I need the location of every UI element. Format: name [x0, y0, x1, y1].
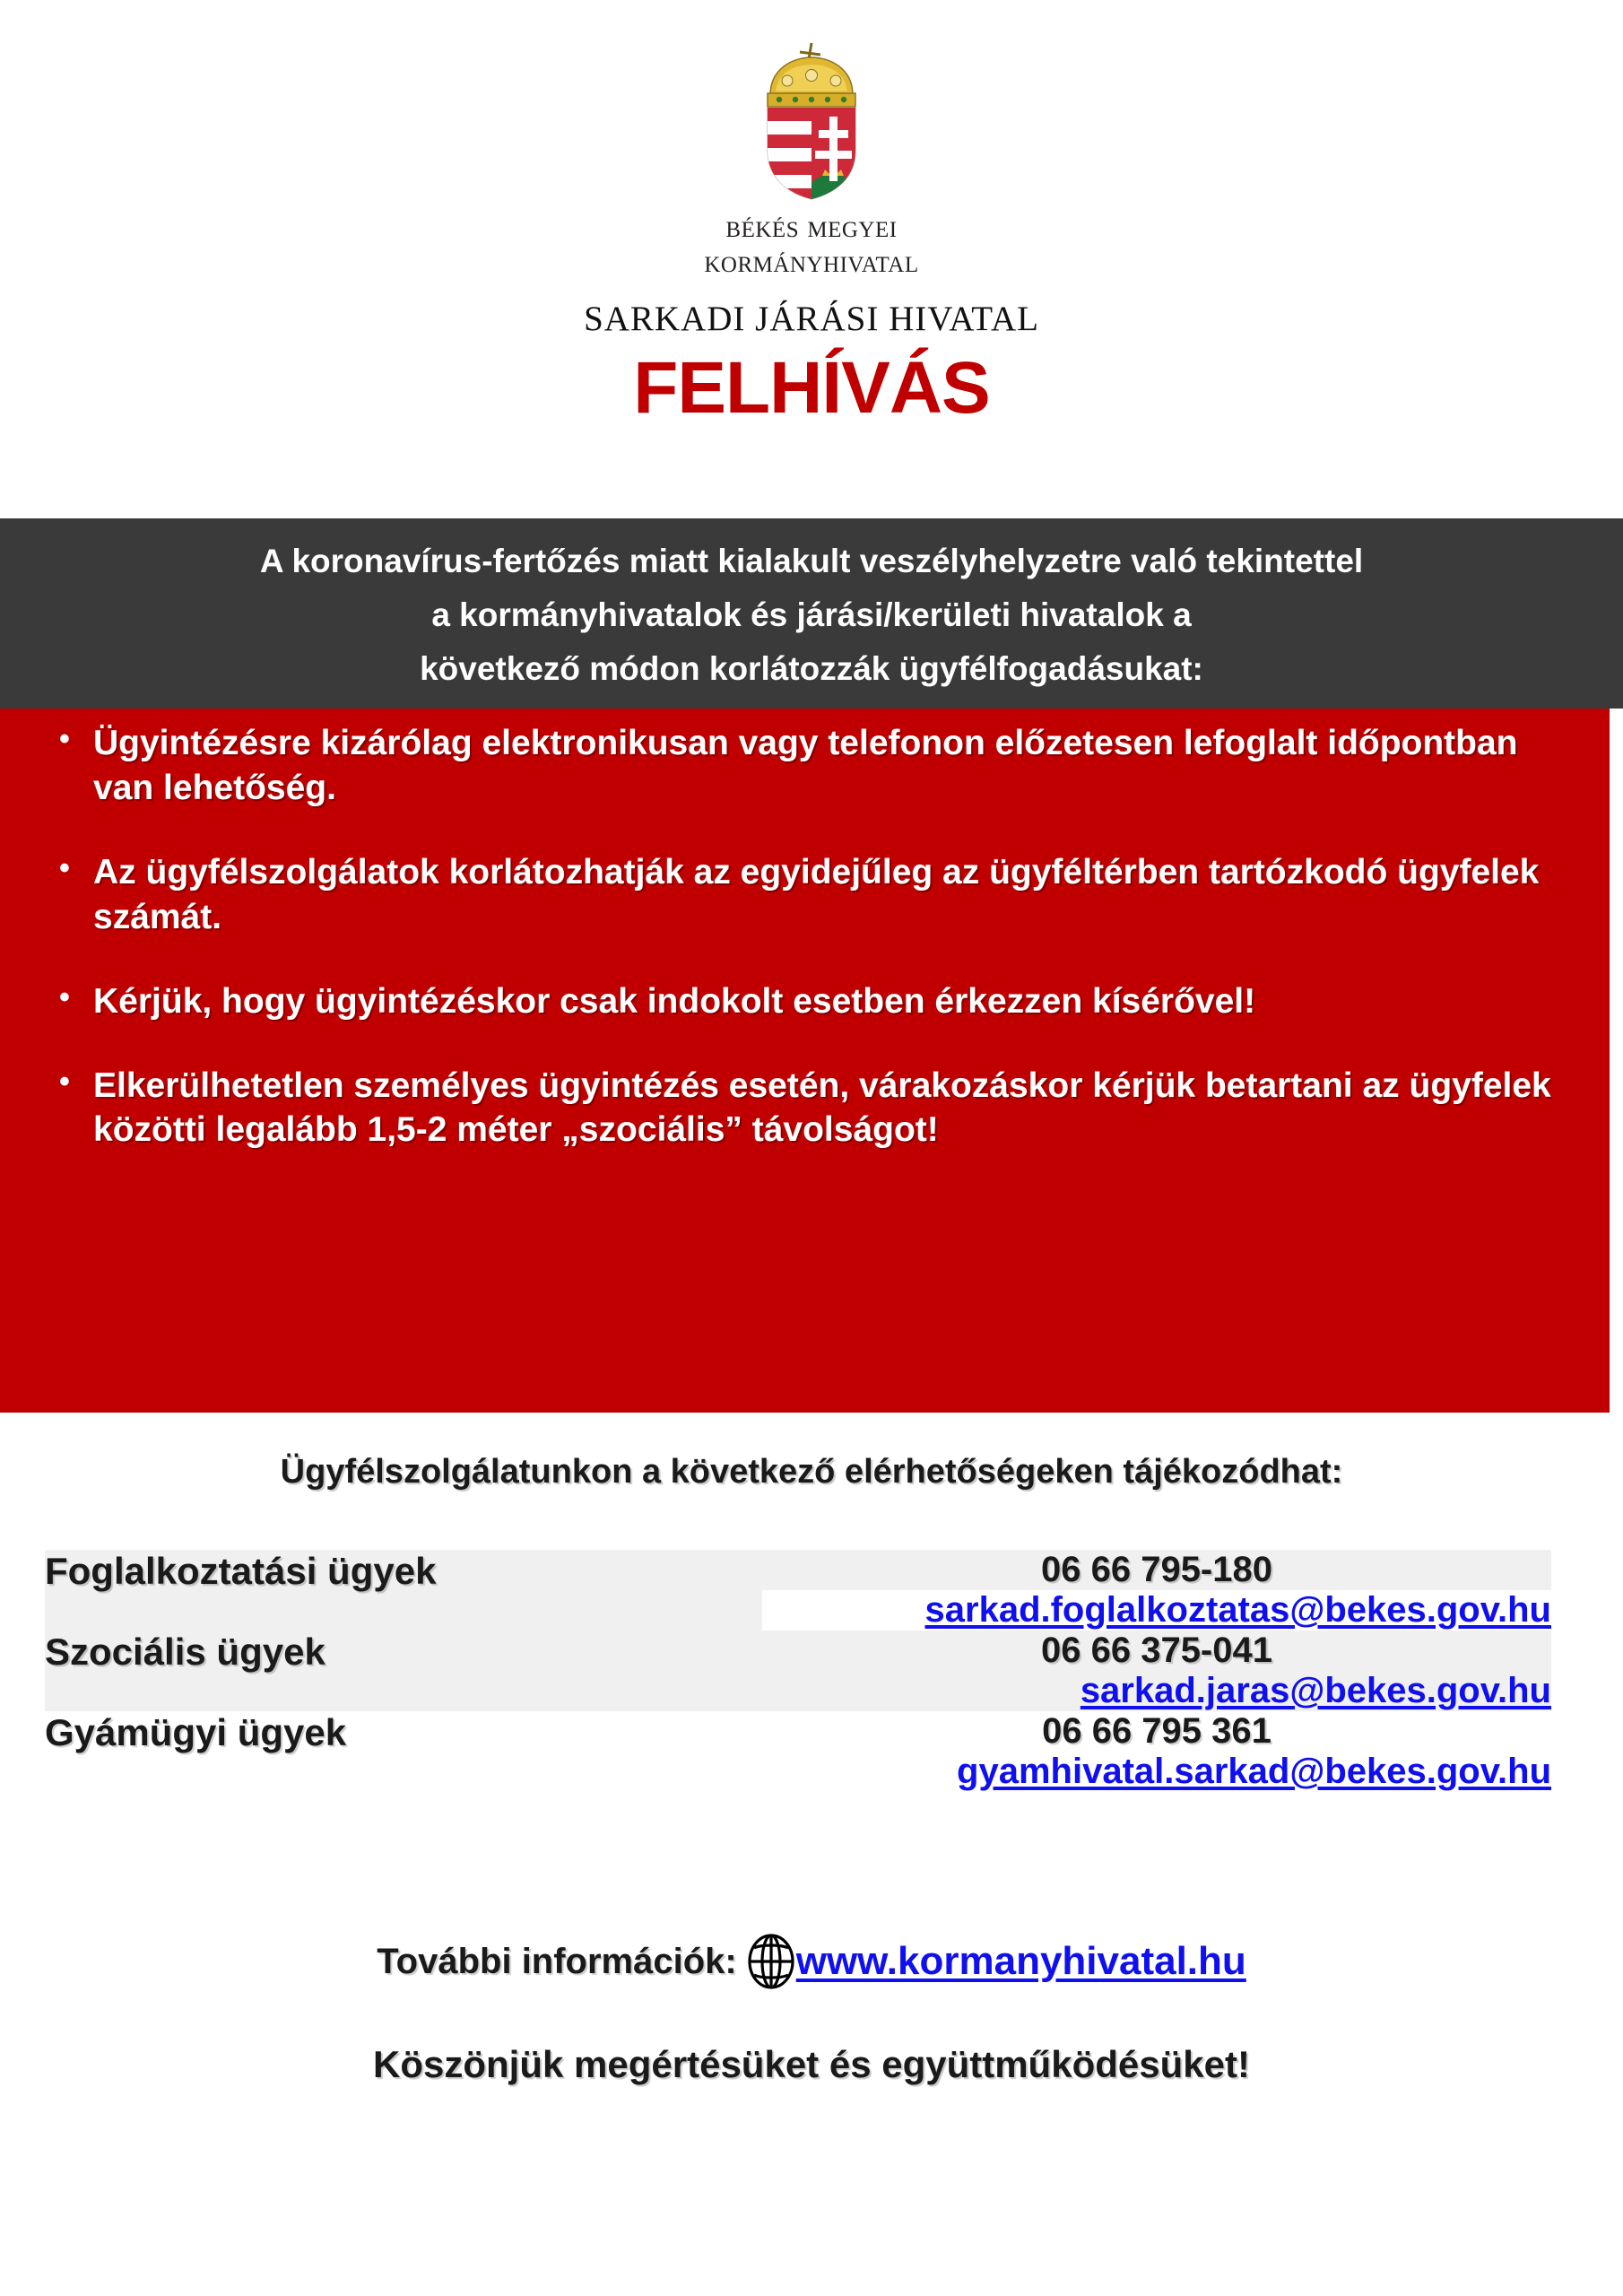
- measures-band: [0, 709, 1610, 1413]
- contact-phone: 06 66 795-180: [1040, 1550, 1272, 1589]
- logo-wordmark: [704, 210, 918, 279]
- contact-email-link[interactable]: sarkad.foglalkoztatas@bekes.gov.hu: [924, 1590, 1551, 1630]
- contact-phone: 06 66 375-041: [1040, 1631, 1272, 1670]
- table-row: [45, 1711, 1551, 1752]
- intro-banner: [0, 518, 1623, 709]
- hungarian-coat-of-arms-icon: [740, 38, 883, 201]
- logo-line-1: békés megyei: [725, 209, 898, 244]
- intro-line-2: a kormányhivatalok és járási/kerületi hivatalok a: [431, 596, 1192, 633]
- office-name: SARKADI JÁRÁSI HIVATAL: [584, 300, 1039, 338]
- contact-email-link[interactable]: sarkad.jaras@bekes.gov.hu: [1080, 1671, 1551, 1710]
- intro-line-1: A koronavírus-fertőzés miatt kialakult veszélyhelyzetre való tekintettel: [259, 543, 1364, 579]
- contact-label: Szociális ügyek: [45, 1631, 325, 1673]
- table-row: [45, 1550, 1551, 1590]
- more-info-label: További információk:: [377, 1941, 737, 1981]
- intro-line-3: következő módon korlátozzák ügyfélfogadásukat:: [420, 649, 1203, 687]
- contact-intro: Ügyfélszolgálatunkon a következő elérhetőségeken tájékozódhat:: [280, 1453, 1343, 1491]
- measure-item: • Ügyintézésre kizárólag elektronikusan vagy telefonon előzetesen lefoglalt időpontban van lehetőség.: [41, 721, 1568, 811]
- page-title: FELHÍVÁS: [633, 347, 990, 429]
- measure-item: • Az ügyfélszolgálatok korlátozhatják az egyidejűleg az ügyféltérben tartózkodó ügyfelek számát.: [41, 850, 1568, 940]
- measure-item: • Elkerülhetetlen személyes ügyintézés esetén, várakozáskor kérjük betartani az ügyfelek közötti legalább 1,5-2 méter „szociális” távolságot!: [41, 1064, 1568, 1153]
- contact-email-link[interactable]: gyamhivatal.sarkad@bekes.gov.hu: [957, 1752, 1551, 1791]
- website-link[interactable]: www.kormanyhivatal.hu: [795, 1939, 1246, 1983]
- contact-label: Gyámügyi ügyek: [45, 1711, 347, 1753]
- contact-table: [45, 1550, 1551, 1792]
- globe-icon: [748, 1934, 794, 1989]
- measure-item: • Kérjük, hogy ügyintézéskor csak indokolt esetben érkezzen kísérővel!: [41, 979, 1568, 1024]
- logo-line-2: kormányhivatal: [704, 243, 919, 279]
- table-row: [45, 1631, 1551, 1671]
- contact-phone: 06 66 795 361: [1042, 1711, 1271, 1751]
- more-info-row: [0, 1934, 1623, 1989]
- contact-label: Foglalkoztatási ügyek: [45, 1550, 437, 1592]
- thanks-message: Köszönjük megértésüket és együttműködésüket!: [373, 2043, 1250, 2085]
- measures-list: [41, 721, 1568, 1152]
- logo-block: [0, 0, 1623, 279]
